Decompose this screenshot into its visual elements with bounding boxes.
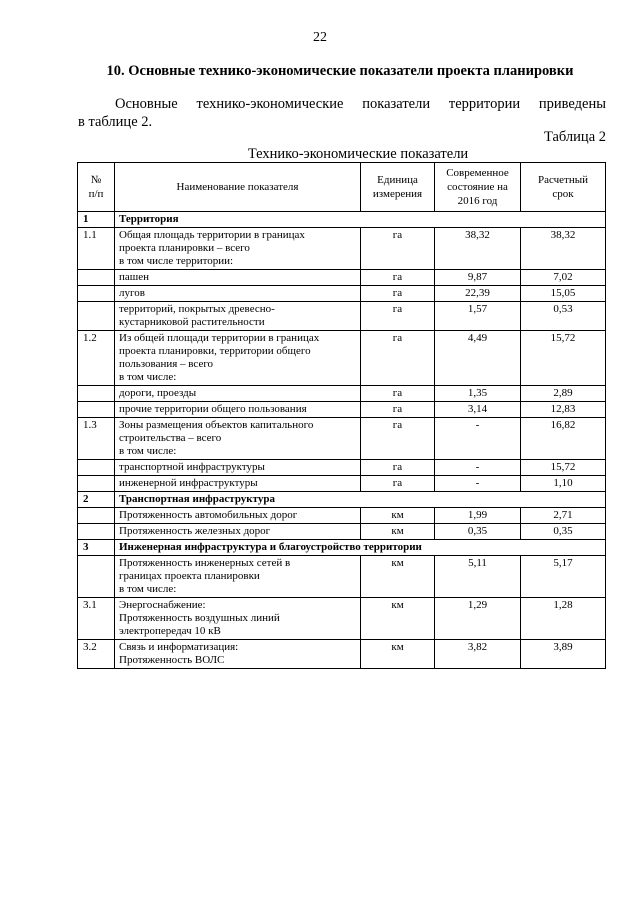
cell-num [78, 508, 115, 524]
cell-unit: га [361, 286, 435, 302]
cell-current: 9,87 [435, 270, 521, 286]
table-row [78, 508, 606, 524]
cell-section-title: Транспортная инфраструктура [115, 492, 606, 508]
table-section-row [78, 212, 606, 228]
cell-name: Связь и информатизация: Протяженность ВОЛС [115, 640, 361, 669]
cell-current: 5,11 [435, 556, 521, 598]
cell-unit: га [361, 228, 435, 270]
cell-unit: га [361, 331, 435, 386]
table-row [78, 402, 606, 418]
cell-name: Протяженность автомобильных дорог [115, 508, 361, 524]
cell-current: 1,57 [435, 302, 521, 331]
section-heading: 10. Основные технико-экономические показатели проекта планировки [106, 63, 574, 79]
cell-target: 16,82 [521, 418, 606, 460]
cell-target: 3,89 [521, 640, 606, 669]
cell-unit: га [361, 386, 435, 402]
table-row [78, 476, 606, 492]
cell-name: Зоны размещения объектов капитального строительства – всего в том числе: [115, 418, 361, 460]
cell-current: - [435, 460, 521, 476]
cell-current: 3,82 [435, 640, 521, 669]
cell-current: 38,32 [435, 228, 521, 270]
cell-current: 1,35 [435, 386, 521, 402]
cell-name: Протяженность инженерных сетей в границах проекта планировки в том числе: [115, 556, 361, 598]
table-row [78, 418, 606, 460]
cell-current: - [435, 476, 521, 492]
intro-word: Основные [115, 96, 178, 112]
cell-target: 15,72 [521, 460, 606, 476]
cell-num [78, 556, 115, 598]
cell-num [78, 476, 115, 492]
cell-name: Из общей площади территории в границах проекта планировки, территории общего пользования – всего в том числе: [115, 331, 361, 386]
intro-line-2: в таблице 2. [78, 114, 153, 130]
cell-num: 3 [78, 540, 115, 556]
cell-num [78, 286, 115, 302]
header-num: № п/п [78, 163, 115, 212]
cell-unit: га [361, 402, 435, 418]
cell-name: территорий, покрытых древесно- кустарниковой растительности [115, 302, 361, 331]
cell-current: 1,29 [435, 598, 521, 640]
cell-name: Общая площадь территории в границах проекта планировки – всего в том числе территории: [115, 228, 361, 270]
table-section-row [78, 540, 606, 556]
header-name: Наименование показателя [115, 163, 361, 212]
page-number: 22 [313, 30, 327, 45]
table-row [78, 598, 606, 640]
cell-current: 4,49 [435, 331, 521, 386]
table-body [78, 212, 606, 669]
intro-word: показатели [362, 96, 431, 112]
table-row [78, 302, 606, 331]
table-row [78, 331, 606, 386]
cell-num [78, 524, 115, 540]
cell-name: прочие территории общего пользования [115, 402, 361, 418]
table-section-row [78, 492, 606, 508]
cell-unit: км [361, 508, 435, 524]
cell-unit: км [361, 640, 435, 669]
cell-target: 7,02 [521, 270, 606, 286]
cell-unit: км [361, 524, 435, 540]
cell-name: Протяженность железных дорог [115, 524, 361, 540]
intro-word: технико-экономические [196, 96, 344, 112]
table-row [78, 556, 606, 598]
cell-target: 15,05 [521, 286, 606, 302]
cell-current: 3,14 [435, 402, 521, 418]
cell-name: лугов [115, 286, 361, 302]
table-row [78, 524, 606, 540]
cell-unit: га [361, 476, 435, 492]
cell-target: 2,89 [521, 386, 606, 402]
cell-section-title: Инженерная инфраструктура и благоустройство территории [115, 540, 606, 556]
cell-name: дороги, проезды [115, 386, 361, 402]
cell-target: 5,17 [521, 556, 606, 598]
table-row [78, 270, 606, 286]
intro-line-1 [78, 95, 606, 113]
cell-num [78, 402, 115, 418]
cell-unit: га [361, 270, 435, 286]
table-header-row [78, 163, 606, 212]
table-number: Таблица 2 [543, 129, 606, 145]
table-row [78, 286, 606, 302]
header-target: Расчетный срок [521, 163, 606, 212]
intro-word: приведены [538, 96, 606, 112]
cell-name: транспортной инфраструктуры [115, 460, 361, 476]
table-row [78, 460, 606, 476]
cell-target: 38,32 [521, 228, 606, 270]
cell-target: 0,53 [521, 302, 606, 331]
table-row [78, 228, 606, 270]
table-caption: Технико-экономические показатели [247, 146, 469, 162]
cell-target: 12,83 [521, 402, 606, 418]
table-row [78, 386, 606, 402]
cell-num [78, 460, 115, 476]
cell-num [78, 302, 115, 331]
cell-target: 15,72 [521, 331, 606, 386]
cell-unit: га [361, 302, 435, 331]
cell-unit: км [361, 556, 435, 598]
cell-current: - [435, 418, 521, 460]
cell-current: 1,99 [435, 508, 521, 524]
cell-num [78, 270, 115, 286]
cell-num: 1.2 [78, 331, 115, 386]
cell-num: 2 [78, 492, 115, 508]
cell-current: 0,35 [435, 524, 521, 540]
cell-num: 3.1 [78, 598, 115, 640]
cell-num: 3.2 [78, 640, 115, 669]
cell-num: 1 [78, 212, 115, 228]
intro-word: территории [448, 96, 521, 112]
cell-target: 1,28 [521, 598, 606, 640]
cell-unit: га [361, 418, 435, 460]
cell-unit: км [361, 598, 435, 640]
cell-num: 1.3 [78, 418, 115, 460]
cell-num [78, 386, 115, 402]
cell-unit: га [361, 460, 435, 476]
table-row [78, 640, 606, 669]
cell-current: 22,39 [435, 286, 521, 302]
cell-target: 2,71 [521, 508, 606, 524]
cell-name: пашен [115, 270, 361, 286]
cell-num: 1.1 [78, 228, 115, 270]
indicators-table [77, 162, 606, 669]
header-current: Современное состояние на 2016 год [435, 163, 521, 212]
cell-section-title: Территория [115, 212, 606, 228]
cell-target: 1,10 [521, 476, 606, 492]
cell-name: Энергоснабжение: Протяженность воздушных линий электропередач 10 кВ [115, 598, 361, 640]
cell-target: 0,35 [521, 524, 606, 540]
intro-paragraph [78, 95, 606, 131]
cell-name: инженерной инфраструктуры [115, 476, 361, 492]
header-unit: Единица измерения [361, 163, 435, 212]
